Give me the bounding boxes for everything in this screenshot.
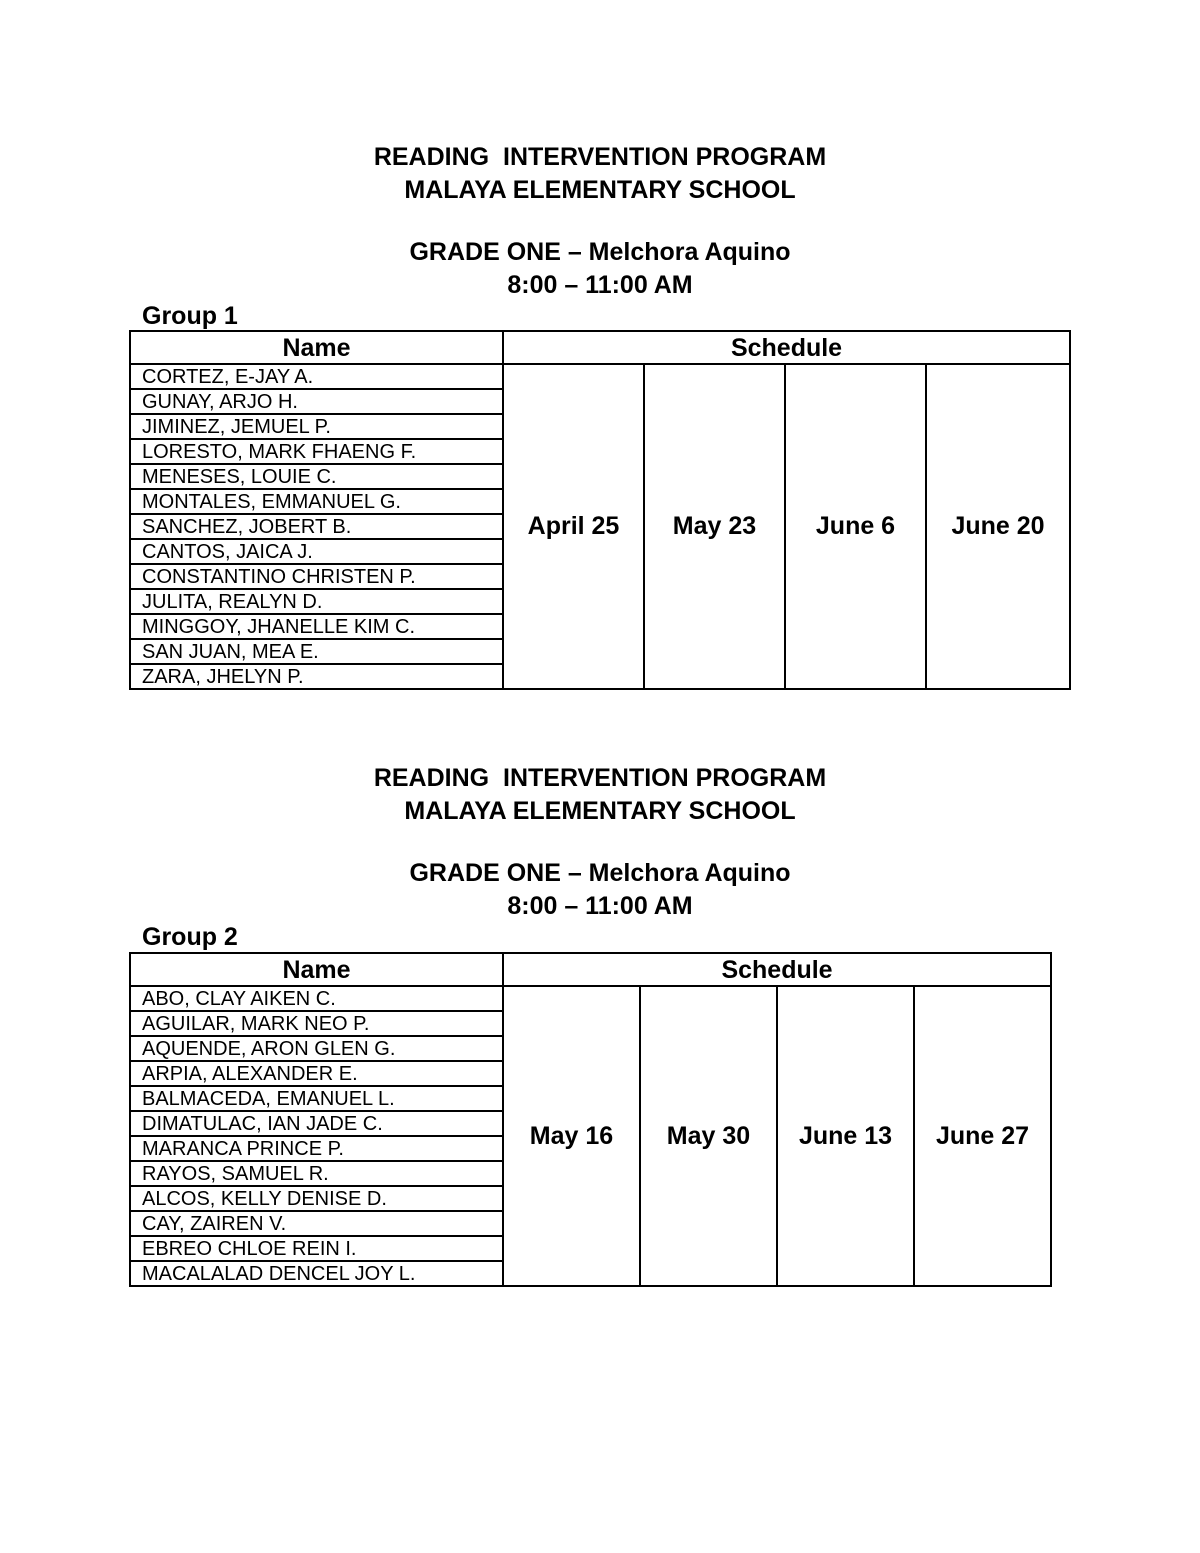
program-title: READING INTERVENTION PROGRAM — [373, 764, 827, 792]
schedule-date: June 6 — [785, 364, 926, 689]
schedule-header: Schedule — [503, 953, 1051, 986]
schedule-header: Schedule — [503, 331, 1070, 364]
session-time: 8:00 – 11:00 AM — [507, 271, 693, 299]
name-header: Name — [130, 953, 503, 986]
schedule-date: April 25 — [503, 364, 644, 689]
student-name: DIMATULAC, IAN JADE C. — [130, 1111, 503, 1136]
student-name: MONTALES, EMMANUEL G. — [130, 489, 503, 514]
student-name: EBREO CHLOE REIN I. — [130, 1236, 503, 1261]
student-name: MARANCA PRINCE P. — [130, 1136, 503, 1161]
student-name: JIMINEZ, JEMUEL P. — [130, 414, 503, 439]
school-name: MALAYA ELEMENTARY SCHOOL — [404, 176, 796, 204]
schedule-table-group-1 — [129, 330, 1071, 690]
header-row — [130, 953, 1051, 986]
name-header: Name — [130, 331, 503, 364]
student-name: CORTEZ, E-JAY A. — [130, 364, 503, 389]
student-name: ZARA, JHELYN P. — [130, 664, 503, 689]
header-row — [130, 331, 1070, 364]
grade-adviser: GRADE ONE – Melchora Aquino — [409, 238, 791, 266]
student-name: ARPIA, ALEXANDER E. — [130, 1061, 503, 1086]
student-name: LORESTO, MARK FHAENG F. — [130, 439, 503, 464]
student-name: GUNAY, ARJO H. — [130, 389, 503, 414]
student-name: MENESES, LOUIE C. — [130, 464, 503, 489]
table-row — [130, 986, 1051, 1011]
student-name: ALCOS, KELLY DENISE D. — [130, 1186, 503, 1211]
table-row — [130, 364, 1070, 389]
table-body — [130, 986, 1051, 1286]
section-2-heading — [0, 762, 1200, 923]
student-name: ABO, CLAY AIKEN C. — [130, 986, 503, 1011]
schedule-date: May 16 — [503, 986, 640, 1286]
student-name: CAY, ZAIREN V. — [130, 1211, 503, 1236]
schedule-date: May 23 — [644, 364, 785, 689]
schedule-date: June 13 — [777, 986, 914, 1286]
student-name: MACALALAD DENCEL JOY L. — [130, 1261, 503, 1286]
student-name: JULITA, REALYN D. — [130, 589, 503, 614]
student-name: AQUENDE, ARON GLEN G. — [130, 1036, 503, 1061]
schedule-date: June 20 — [926, 364, 1070, 689]
program-title: READING INTERVENTION PROGRAM — [373, 143, 827, 171]
student-name: CANTOS, JAICA J. — [130, 539, 503, 564]
student-name: MINGGOY, JHANELLE KIM C. — [130, 614, 503, 639]
schedule-date: May 30 — [640, 986, 777, 1286]
student-name: BALMACEDA, EMANUEL L. — [130, 1086, 503, 1111]
student-name: SANCHEZ, JOBERT B. — [130, 514, 503, 539]
group-label: Group 2 — [142, 923, 238, 951]
student-name: CONSTANTINO CHRISTEN P. — [130, 564, 503, 589]
group-label: Group 1 — [142, 302, 238, 330]
grade-adviser: GRADE ONE – Melchora Aquino — [409, 859, 791, 887]
student-name: RAYOS, SAMUEL R. — [130, 1161, 503, 1186]
section-1-heading — [0, 141, 1200, 302]
school-name: MALAYA ELEMENTARY SCHOOL — [404, 797, 796, 825]
session-time: 8:00 – 11:00 AM — [507, 892, 693, 920]
table-body — [130, 364, 1070, 689]
student-name: AGUILAR, MARK NEO P. — [130, 1011, 503, 1036]
student-name: SAN JUAN, MEA E. — [130, 639, 503, 664]
schedule-table-group-2 — [129, 952, 1052, 1287]
schedule-date: June 27 — [914, 986, 1051, 1286]
